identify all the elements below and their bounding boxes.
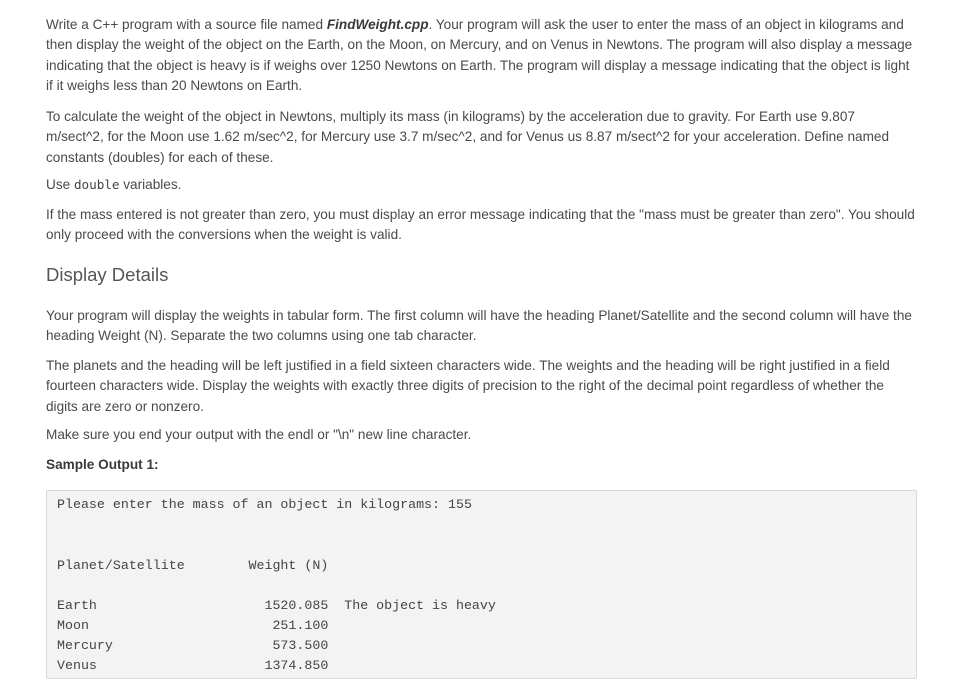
gravity-paragraph: To calculate the weight of the object in Newtons, multiply its mass (in kilograms) by the acceleration due to gravity. For Earth use 9.807 m/sect^2, for the Moon use 1.62 m/sec^2, for Mercury use 3.7 m/sec^2, and for Venus us 8.87 m/sect^2 for your acceleration. Define named constants (doubles) for each of these. bbox=[46, 109, 890, 165]
intro-text-start: Write a C++ program with a source file named bbox=[46, 17, 327, 32]
sample-output-row-moon: Moon 251.100 bbox=[57, 618, 329, 633]
sample-output-row-earth: Earth 1520.085 The object is heavy bbox=[57, 598, 496, 613]
double-keyword: double bbox=[73, 177, 120, 192]
endl-paragraph: Make sure you end your output with the endl or "\n" new line character. bbox=[46, 427, 472, 442]
sample-output-label: Sample Output 1: bbox=[46, 457, 159, 472]
justification-paragraph: The planets and the heading will be left justified in a field sixteen characters wide. The weights and the heading will be right justified in a field fourteen characters wide. Display the weights with exactly three digits of precision to the right of the decimal point regardless of whether the digits are zero or nonzero. bbox=[46, 358, 890, 414]
sample-output-header: Planet/Satellite Weight (N) bbox=[57, 558, 329, 573]
display-details-heading: Display Details bbox=[46, 264, 169, 285]
sample-output-box bbox=[46, 490, 917, 679]
sample-output-row-venus: Venus 1374.850 bbox=[57, 658, 329, 673]
intro-text-end: . Your program will ask the user to enter the mass of an object in kilograms and then display the weight of the object on the Earth, on the Moon, on Mercury, and on Venus in Newtons. The program will also display a message indicating that the object is heavy is if weighs over 1250 Newtons on Earth. The program will display a message indicating that the object is light if it weighs less than 20 Newtons on Earth. bbox=[46, 17, 913, 93]
tabular-form-paragraph: Your program will display the weights in tabular form. The first column will have the heading Planet/Satellite and the second column will have the heading Weight (N). Separate the two columns using one tab character. bbox=[46, 308, 912, 344]
validation-paragraph: If the mass entered is not greater than zero, you must display an error message indicating that the "mass must be greater than zero". You should only proceed with the conversions when the weight is valid. bbox=[46, 207, 915, 243]
source-filename: FindWeight.cpp bbox=[326, 17, 429, 32]
sample-output-prompt: Please enter the mass of an object in kilograms: 155 bbox=[57, 497, 472, 512]
double-variables-paragraph bbox=[46, 175, 916, 195]
double-text-end: variables. bbox=[119, 177, 182, 192]
intro-paragraph bbox=[46, 15, 916, 96]
sample-output-row-mercury: Mercury 573.500 bbox=[57, 638, 329, 653]
double-text-start: Use bbox=[46, 177, 74, 192]
